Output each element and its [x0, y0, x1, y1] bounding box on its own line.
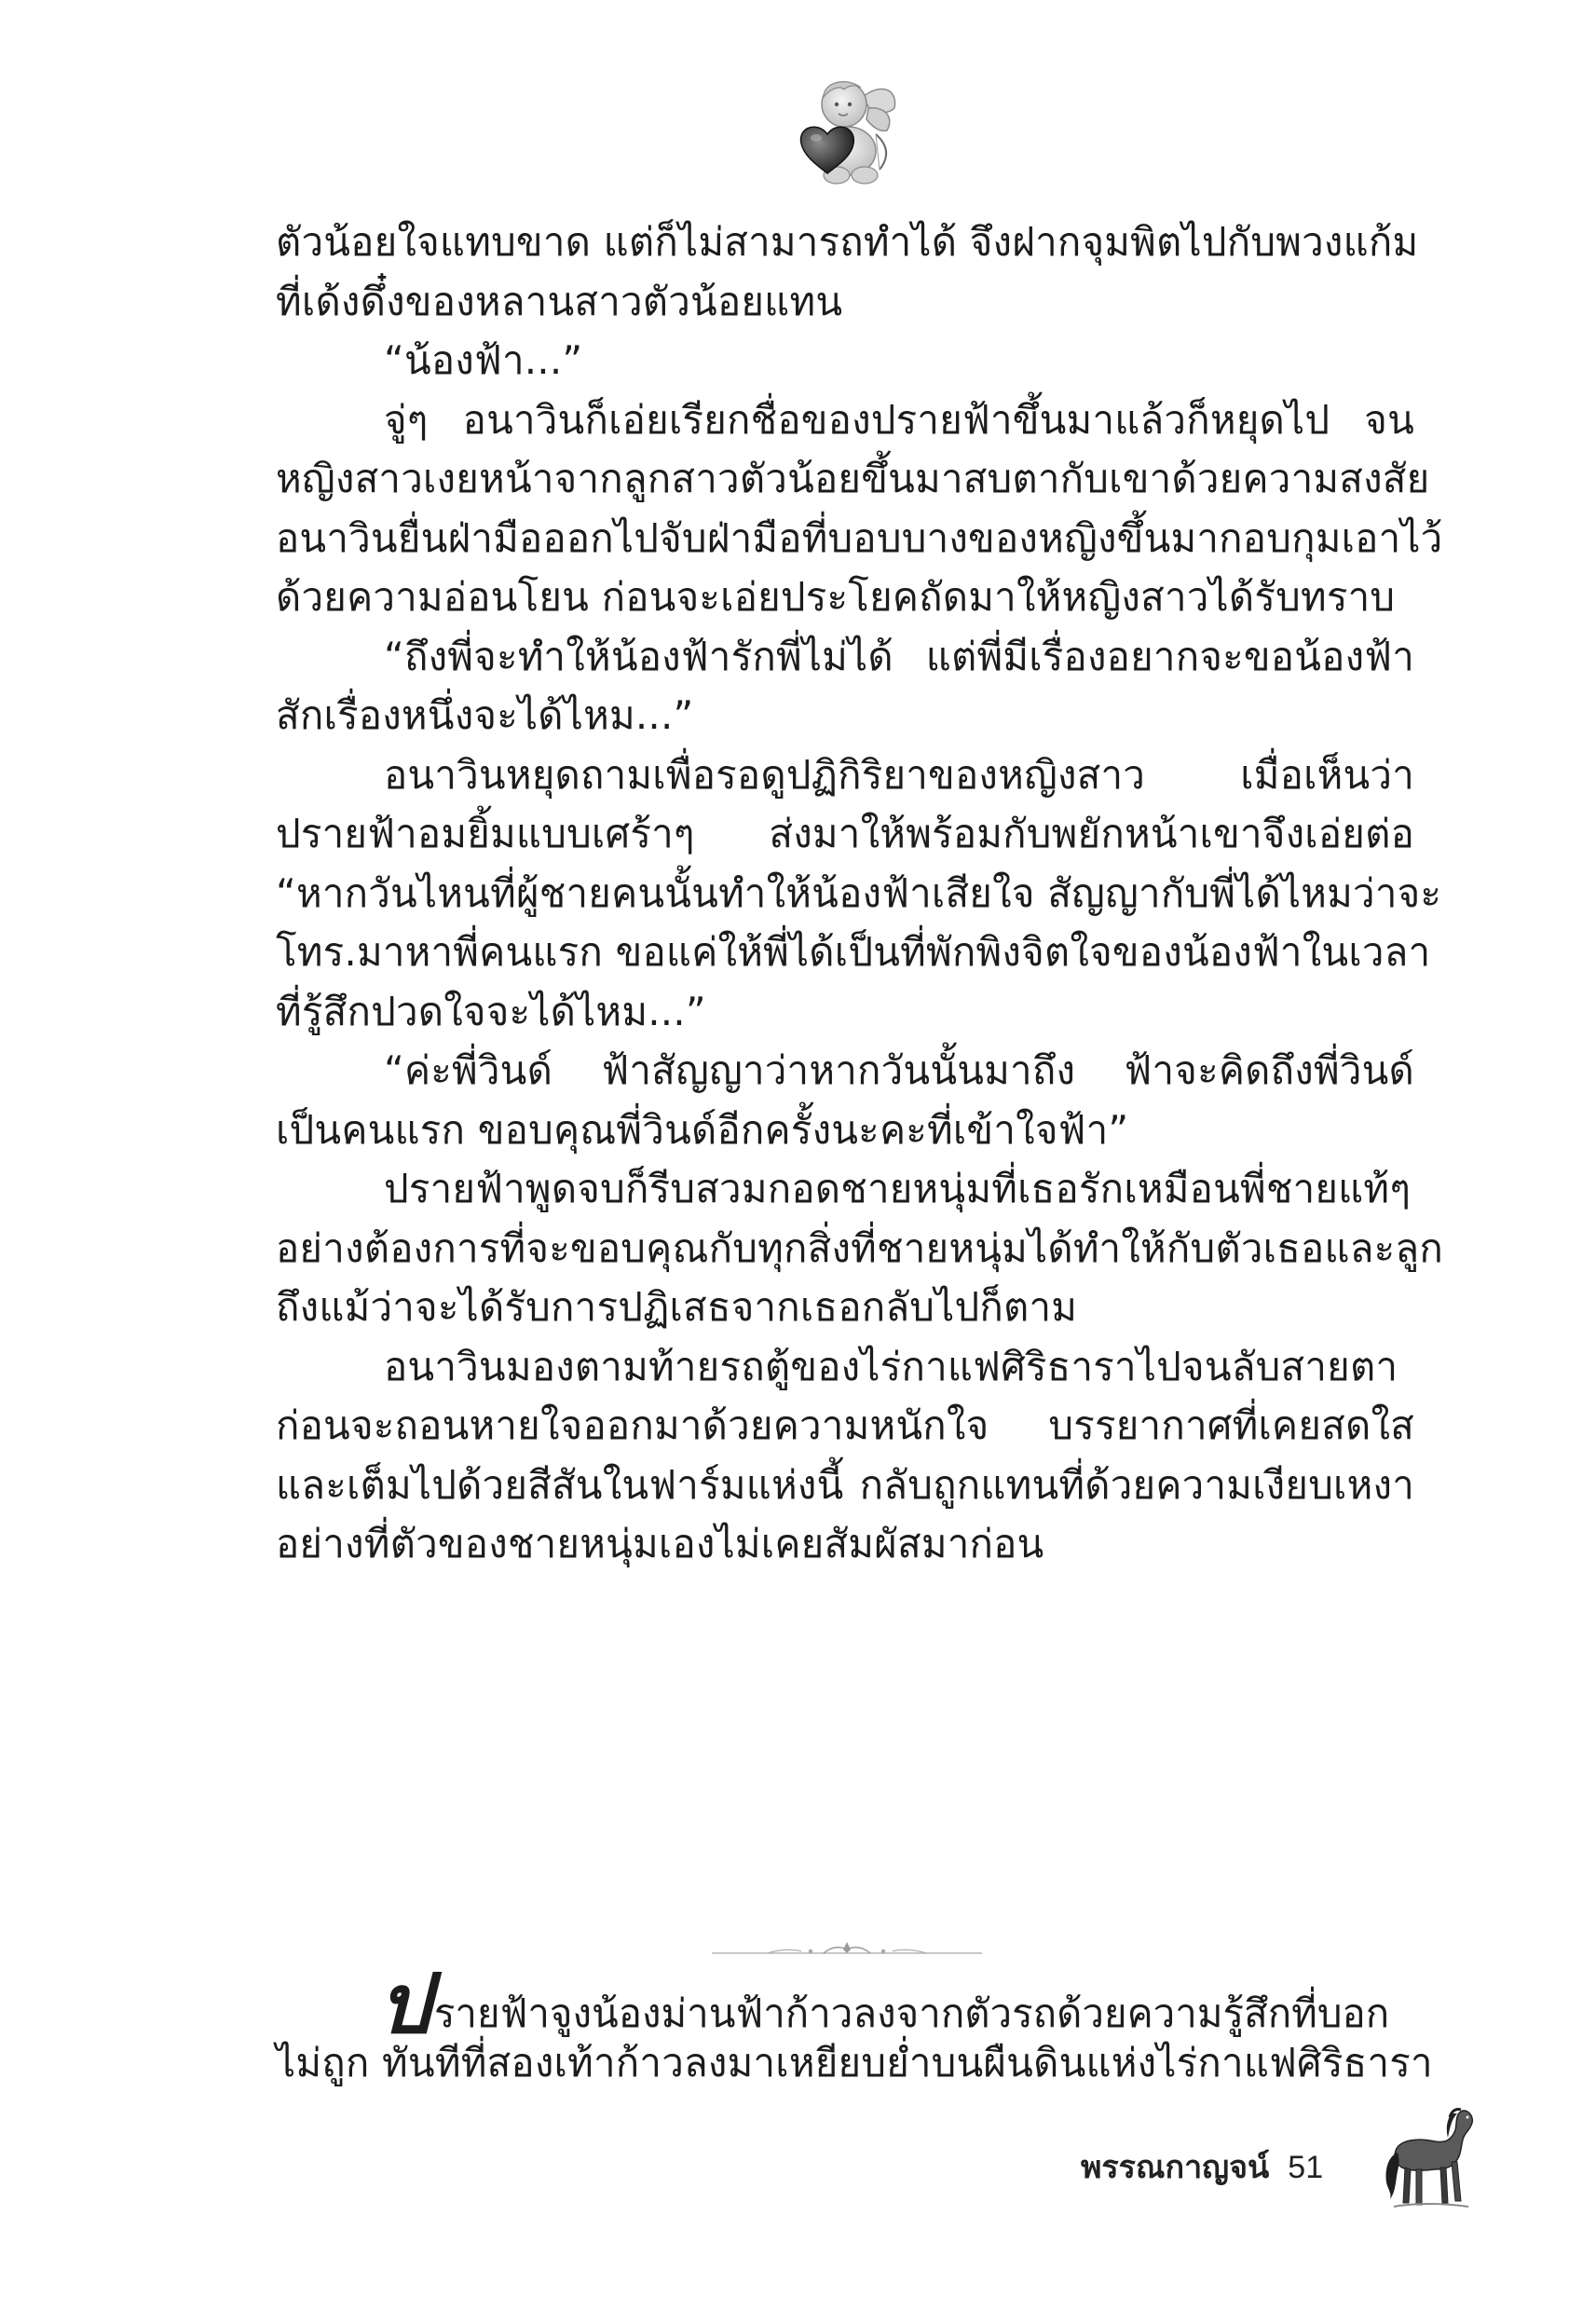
section-2-second-line: ไม่ถูก ทันทีที่สองเท้าก้าวลงมาเหยียบย่ำบนผืนดินแห่งไร่กาแฟศิริธารา: [276, 2040, 1433, 2085]
text-line: จู่ๆ อนาวินก็เอ่ยเรียกชื่อของปรายฟ้าขึ้นมาแล้วก็หยุดไป จน: [384, 396, 1414, 443]
text-line: เป็นคนแรก ขอบคุณพี่วินด์อีกครั้งนะคะที่เข้าใจฟ้า”: [276, 1106, 1129, 1153]
text-line: ตัวน้อยใจแทบขาด แต่ก็ไม่สามารถทำได้ จึงฝากจุมพิตไปกับพวงแก้ม: [276, 219, 1419, 265]
section-2-text: [276, 1955, 1433, 2093]
text-line: และเต็มไปด้วยสีสันในฟาร์มแห่งนี้ กลับถูกแทนที่ด้วยความเงียบเหงา: [276, 1461, 1414, 1508]
section-2-first-line: [276, 1955, 1414, 2052]
text-line: ปรายฟ้าพูดจบก็รีบสวมกอดชายหนุ่มที่เธอรักเหมือนพี่ชายแท้ๆ: [384, 1166, 1412, 1211]
text-line: ที่รู้สึกปวดใจจะได้ไหม...”: [276, 988, 706, 1034]
ornamental-divider-icon: [712, 1938, 982, 1962]
body-text: [276, 212, 1443, 1574]
text-line: อย่างต้องการที่จะขอบคุณกับทุกสิ่งที่ชายหนุ่มได้ทำให้กับตัวเธอและลูก: [276, 1224, 1443, 1271]
section-2-first-line-text: รายฟ้าจูงน้องม่านฟ้าก้าวลงจากตัวรถด้วยความรู้สึกที่บอก: [433, 1990, 1390, 2036]
text-line: สักเรื่องหนึ่งจะได้ไหม...”: [276, 692, 694, 738]
author-name: พรรณกาญจน์: [1081, 2149, 1270, 2186]
text-line: อนาวินมองตามท้ายรถตู้ของไร่กาแฟศิริธาราไปจนลับสายตา: [384, 1343, 1398, 1389]
text-line: อนาวินยื่นฝ่ามือออกไปจับฝ่ามือที่บอบบางของหญิงขึ้นมากอบกุมเอาไว้: [276, 514, 1443, 561]
text-line: “น้องฟ้า...”: [384, 337, 583, 383]
text-line: “หากวันไหนที่ผู้ชายคนนั้นทำให้น้องฟ้าเสียใจ สัญญากับพี่ได้ไหมว่าจะ: [276, 869, 1442, 916]
text-line: หญิงสาวเงยหน้าจากลูกสาวตัวน้อยขึ้นมาสบตากับเขาด้วยความสงสัย: [276, 456, 1430, 501]
text-line: ที่เด้งดึ๋งของหลานสาวตัวน้อยแทน: [276, 278, 843, 324]
text-line: ถึงแม้ว่าจะได้รับการปฏิเสธจากเธอกลับไปก็ตาม: [276, 1284, 1078, 1330]
drop-cap: ป: [378, 1955, 430, 2052]
cupid-with-heart-icon: [790, 76, 902, 186]
text-line: ปรายฟ้าอมยิ้มแบบเศร้าๆ ส่งมาให้พร้อมกับพยักหน้าเขาจึงเอ่ยต่อ: [276, 811, 1414, 856]
page-footer: [1081, 2141, 1323, 2192]
text-line: ก่อนจะถอนหายใจออกมาด้วยความหนักใจ บรรยากาศที่เคยสดใส: [276, 1402, 1414, 1448]
page-number: 51: [1288, 2150, 1324, 2185]
horse-icon: [1377, 2102, 1480, 2214]
text-line: ด้วยความอ่อนโยน ก่อนจะเอ่ยประโยคถัดมาให้หญิงสาวได้รับทราบ: [276, 574, 1396, 620]
text-line: อนาวินหยุดถามเพื่อรอดูปฏิกิริยาของหญิงสาว เมื่อเห็นว่า: [384, 751, 1414, 798]
text-line: “ถึงพี่จะทำให้น้องฟ้ารักพี่ไม่ได้ แต่พี่มีเรื่องอยากจะขอน้องฟ้า: [384, 633, 1414, 679]
text-line: “ค่ะพี่วินด์ ฟ้าสัญญาว่าหากวันนั้นมาถึง ฟ้าจะคิดถึงพี่วินด์: [384, 1047, 1414, 1093]
text-line: โทร.มาหาพี่คนแรก ขอแค่ให้พี่ได้เป็นที่พักพิงจิตใจของน้องฟ้าในเวลา: [276, 929, 1431, 975]
text-line: อย่างที่ตัวของชายหนุ่มเองไม่เคยสัมผัสมาก่อน: [276, 1521, 1044, 1566]
